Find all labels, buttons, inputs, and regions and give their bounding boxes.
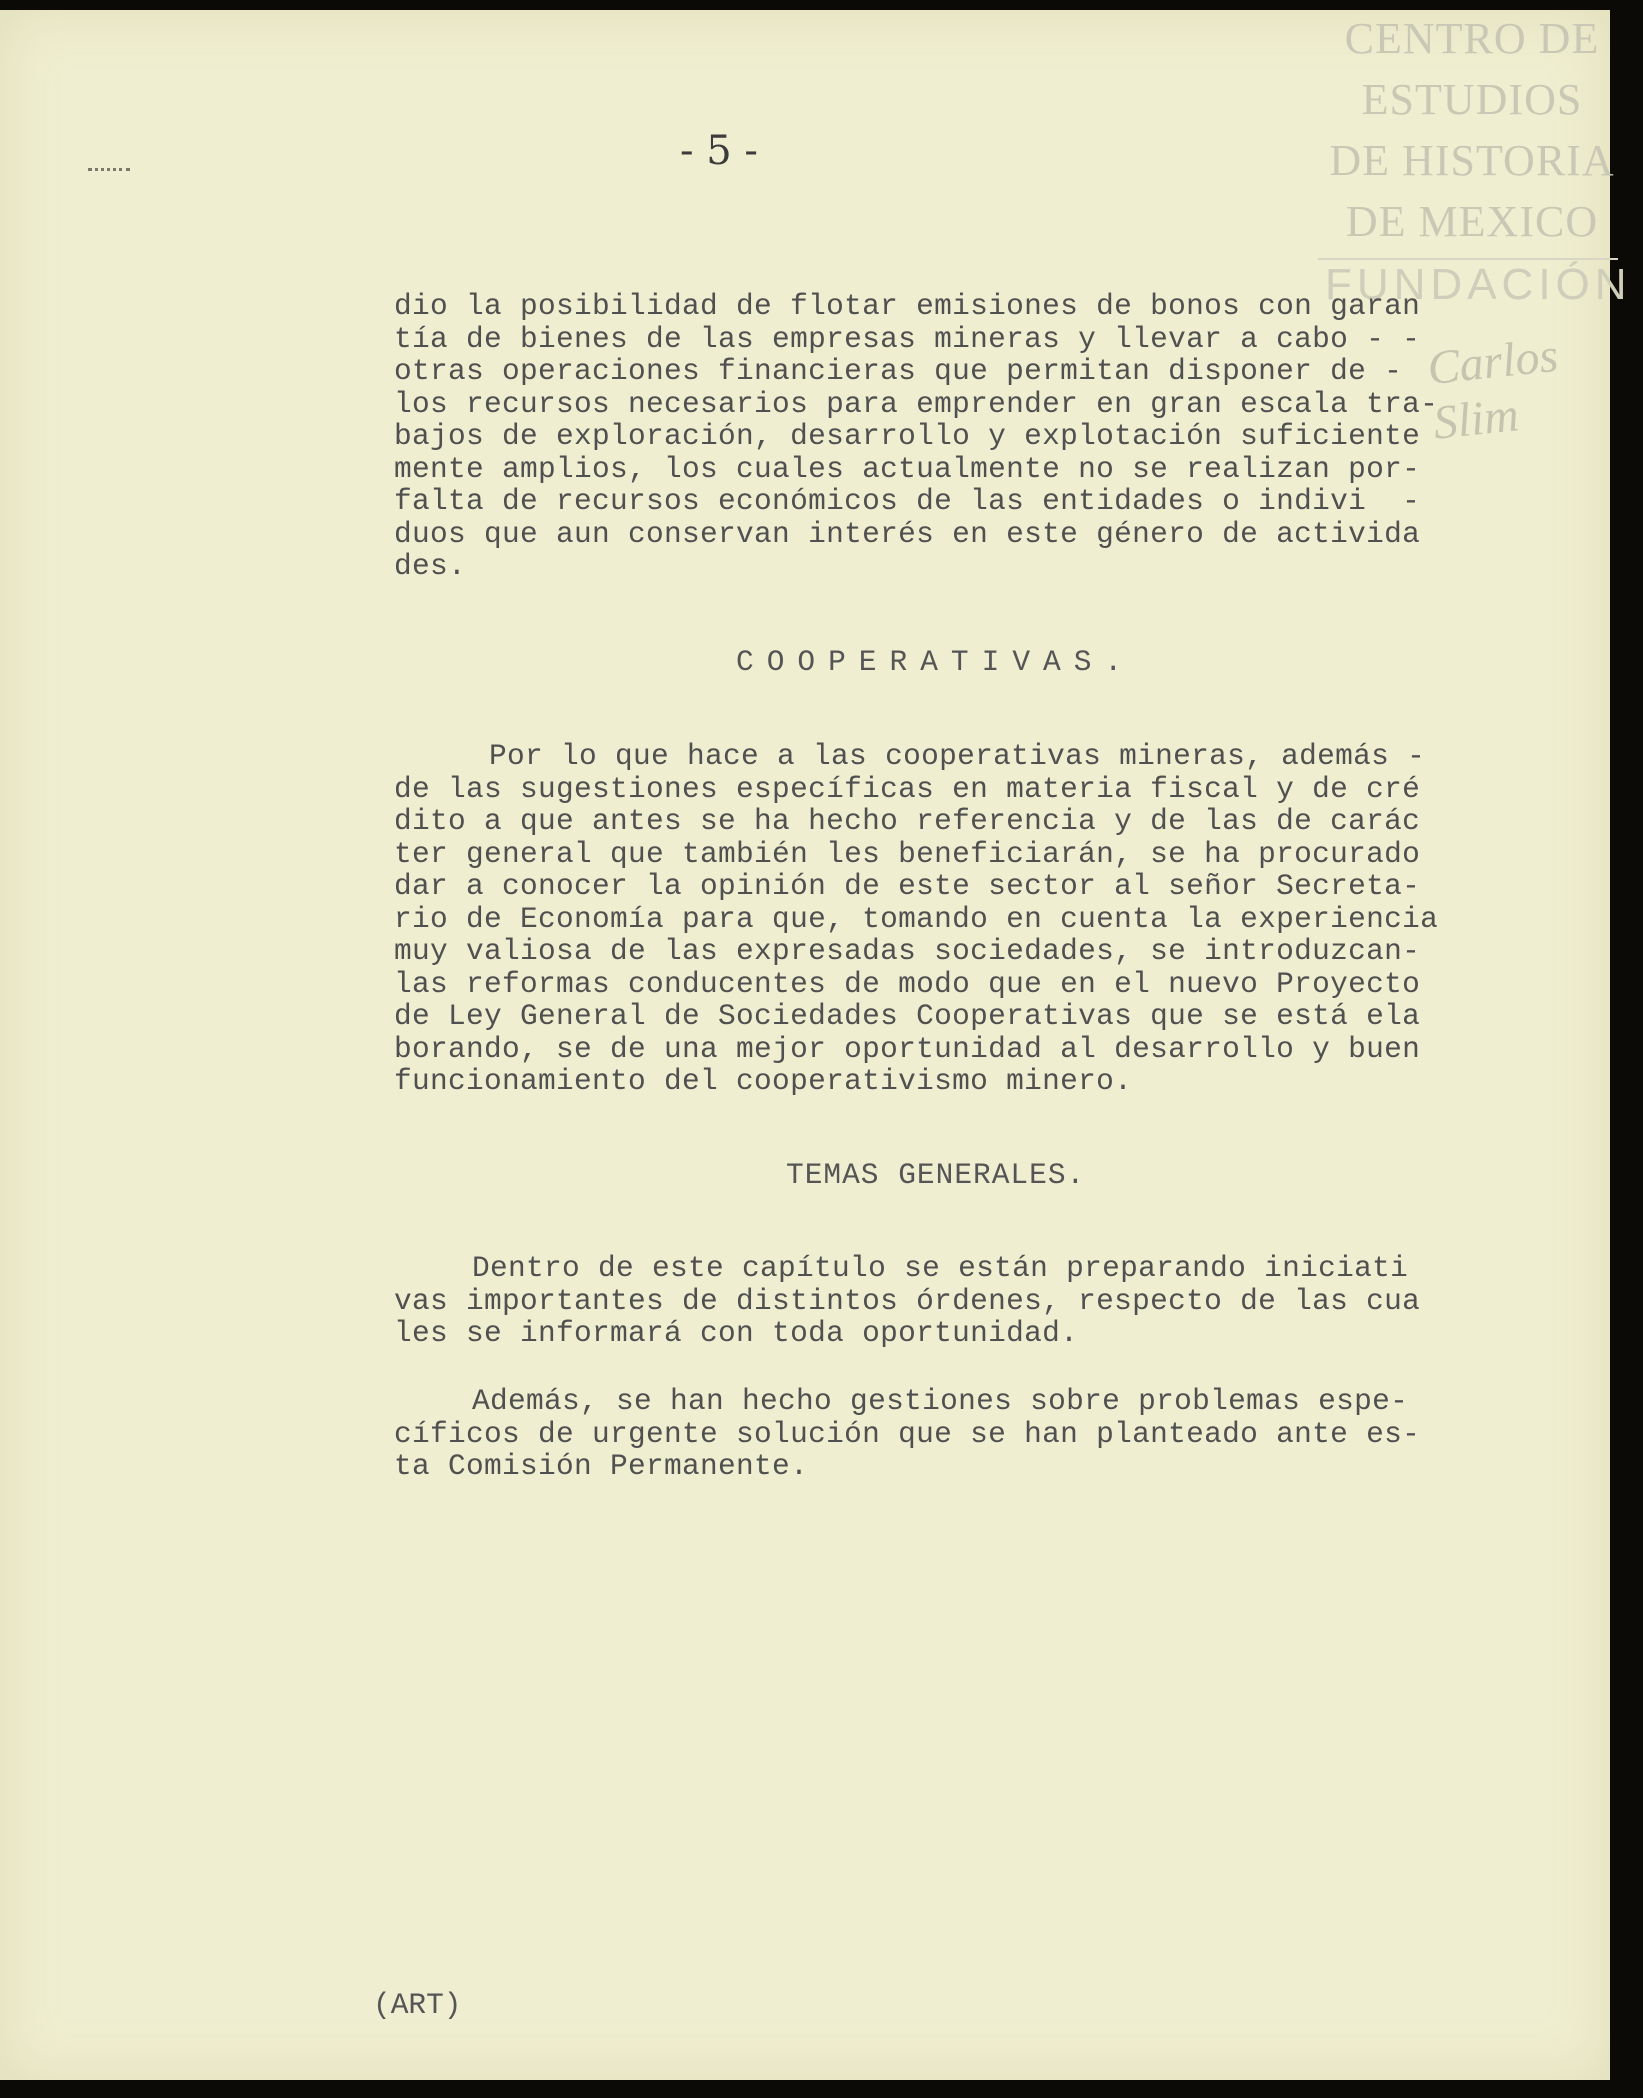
text-line: ta Comisión Permanente. — [394, 1449, 809, 1483]
text-line: Por lo que hace a las cooperativas mineras, además - — [489, 739, 1426, 773]
text-line: funcionamiento del cooperativismo minero. — [394, 1064, 1133, 1098]
text-line: las reformas conducentes de modo que en el nuevo Proyecto — [394, 966, 1421, 1001]
section-heading-cooperativas: COOPERATIVAS. — [736, 645, 1136, 679]
text-line: ter general que también les beneficiarán, se ha procurado — [394, 836, 1421, 871]
page-number: - 5 - — [680, 128, 758, 174]
text-line: los recursos necesarios para emprender en gran escala tra- — [394, 386, 1439, 421]
text-line: tía de bienes de las empresas mineras y llevar a cabo - - — [394, 321, 1421, 356]
text-line: borando, se de una mejor oportunidad al desarrollo y buen — [394, 1031, 1421, 1066]
text-line: cíficos de urgente solución que se han planteado ante es- — [394, 1416, 1421, 1451]
stamp-signature: Carlos Slim — [1424, 328, 1561, 450]
text-line: les se informará con toda oportunidad. — [394, 1316, 1079, 1350]
text-line: otras operaciones financieras que permitan disponer de - — [394, 354, 1403, 388]
text-line: muy valiosa de las expresadas sociedades, se introduzcan- — [394, 934, 1421, 968]
text-line: des. — [394, 549, 467, 583]
paragraph-temas-a — [394, 1252, 1420, 1350]
text-line: duos que aun conservan interés en este género de activida — [394, 516, 1421, 551]
text-line: bajos de exploración, desarrollo y explotación suficiente — [394, 419, 1421, 453]
archive-stamp — [1312, 8, 1632, 260]
paragraph-cooperativas — [394, 740, 1438, 1098]
text-line: dar a conocer la opinión de este sector al señor Secreta- — [394, 869, 1421, 903]
stamp-foundation: FUNDACIÓN — [1325, 260, 1632, 309]
text-line: Dentro de este capítulo se están preparando iniciati — [472, 1251, 1409, 1285]
scan-bottom-border — [0, 2080, 1643, 2098]
paragraph-intro — [394, 290, 1438, 583]
margin-mark — [88, 168, 130, 175]
stamp-line: CENTRO DE — [1344, 14, 1600, 63]
scan-right-border — [1610, 0, 1643, 2098]
stamp-line: ESTUDIOS — [1361, 75, 1583, 124]
stamp-line: DE MEXICO — [1345, 197, 1599, 246]
text-line: dito a que antes se ha hecho referencia y de las de carác — [394, 804, 1421, 838]
section-heading-temas-generales: TEMAS GENERALES. — [786, 1158, 1086, 1192]
text-line: Además, se han hecho gestiones sobre problemas espe- — [472, 1384, 1409, 1418]
stamp-line: DE HISTORIA — [1329, 136, 1615, 185]
paragraph-temas-b — [394, 1385, 1420, 1483]
footer-initials: (ART) — [373, 1988, 462, 2022]
text-line: de las sugestiones específicas en materia fiscal y de cré — [394, 771, 1421, 806]
text-line: de Ley General de Sociedades Cooperativas que se está ela — [394, 999, 1421, 1033]
text-line: mente amplios, los cuales actualmente no se realizan por- — [394, 451, 1421, 486]
text-line: vas importantes de distintos órdenes, respecto de las cua — [394, 1283, 1421, 1318]
text-line: dio la posibilidad de flotar emisiones de bonos con garan — [394, 289, 1421, 323]
text-line: rio de Economía para que, tomando en cuenta la experiencia — [394, 901, 1439, 936]
text-line: falta de recursos económicos de las entidades o indivi - — [394, 484, 1421, 518]
